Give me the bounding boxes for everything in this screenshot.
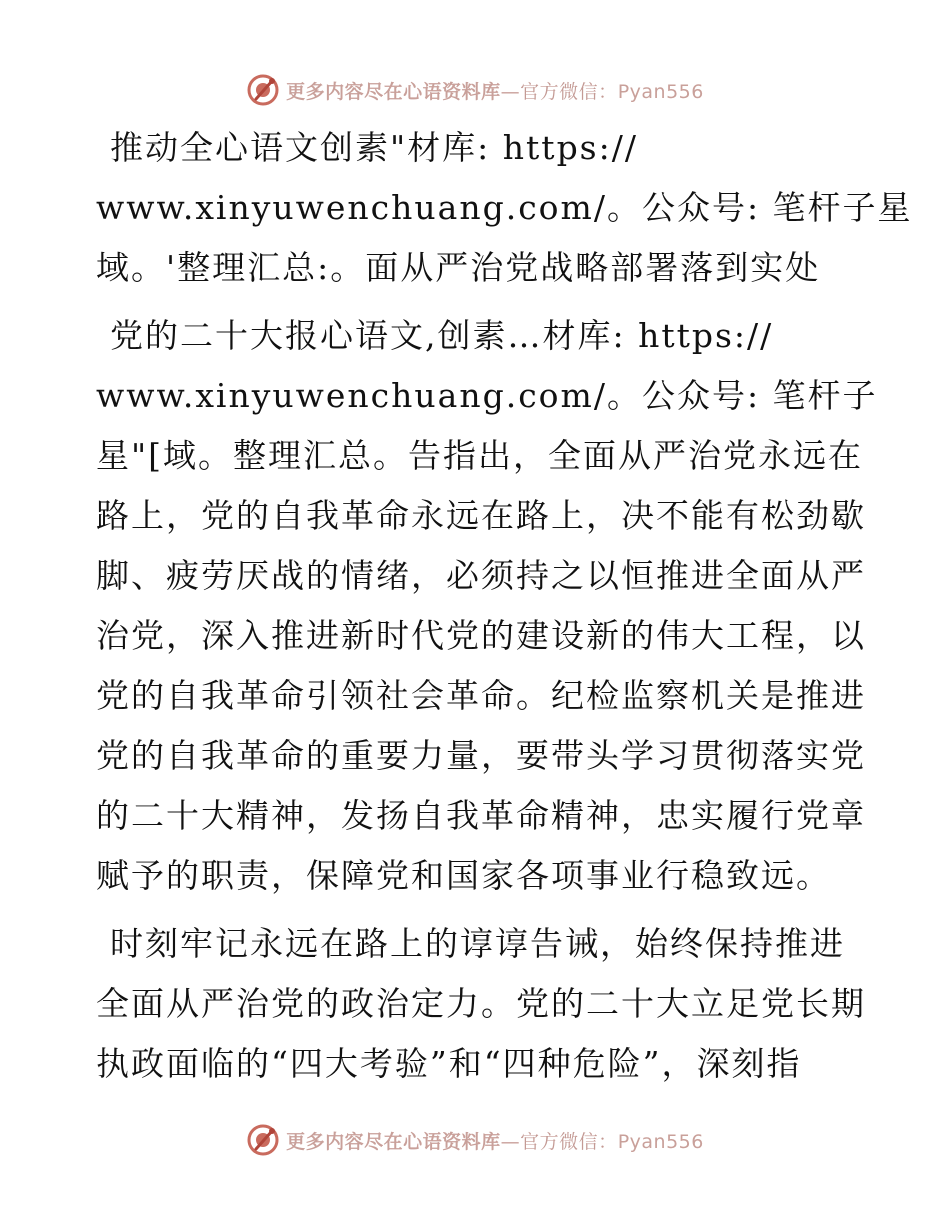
text-line: 赋予的职责，保障党和国家各项事业行稳致远。: [96, 856, 831, 895]
text-line: 治党，深入推进新时代党的建设新的伟大工程，以: [96, 616, 866, 655]
banner-title: 更多内容尽在心语资料库: [286, 1130, 501, 1153]
text-line: 的二十大精神，发扬自我革命精神，忠实履行党章: [96, 796, 866, 835]
document-body: [96, 118, 913, 1094]
text-line: 党的自我革命引领社会革命。纪检监察机关是推进: [96, 676, 866, 715]
text-line: www.xinyuwenchuang.com/。公众号: 笔杆子: [96, 376, 878, 415]
text-line: 时刻牢记永远在路上的谆谆告诫，始终保持推进: [110, 924, 845, 963]
wechat-label: 官方微信：: [520, 80, 618, 103]
wechat-label: 官方微信：: [520, 1130, 618, 1153]
logo-icon: [246, 73, 280, 107]
text-line: www.xinyuwenchuang.com/。公众号: 笔杆子星: [96, 188, 913, 227]
text-line: 路上，党的自我革命永远在路上，决不能有松劲歇: [96, 496, 866, 535]
text-line: 星"[域。整理汇总。告指出，全面从严治党永远在: [96, 436, 864, 475]
text-line: 党的自我革命的重要力量，要带头学习贯彻落实党: [96, 736, 866, 775]
banner-text: [286, 77, 704, 104]
text-line: 全面从严治党的政治定力。党的二十大立足党长期: [96, 984, 866, 1023]
paragraph-2: [96, 306, 878, 906]
paragraph-3: [96, 914, 866, 1094]
text-line: 推动全心语文创素"材库: https://: [110, 128, 638, 167]
banner-text: [286, 1127, 704, 1154]
text-line: 党的二十大报心语文,创素…材库: https://: [110, 316, 774, 355]
text-line: 脚、疲劳厌战的情绪，必须持之以恒推进全面从严: [96, 556, 866, 595]
footer-banner: [0, 1120, 950, 1160]
banner-separator: —: [500, 80, 521, 103]
banner-separator: —: [500, 1130, 521, 1153]
logo-icon: [246, 1123, 280, 1157]
banner-title: 更多内容尽在心语资料库: [286, 80, 501, 103]
header-banner: [0, 70, 950, 110]
wechat-id: Pyan556: [617, 1130, 704, 1153]
text-line: 执政面临的“四大考验”和“四种危险”，深刻指: [96, 1044, 802, 1083]
text-line: 域。'整理汇总:。面从严治党战略部署落到实处: [96, 248, 821, 287]
wechat-id: Pyan556: [617, 80, 704, 103]
paragraph-1: [96, 118, 913, 298]
